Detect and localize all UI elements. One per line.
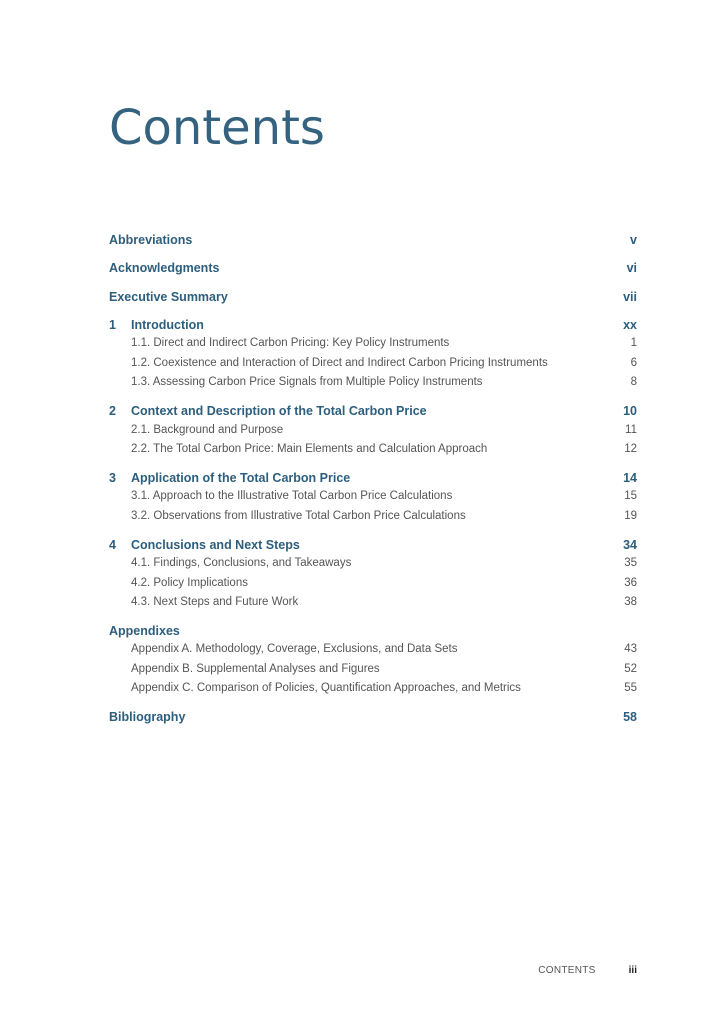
toc-subentry[interactable] [109,640,637,659]
toc-subentry-label: 2.2. The Total Carbon Price: Main Elements and Calculation Approach [131,442,488,455]
toc-chapter-2[interactable] [109,401,637,421]
toc-entry-label: Conclusions and Next Steps [131,537,300,552]
toc-subentry[interactable] [109,574,637,593]
toc-subentry-label: 1.1. Direct and Indirect Carbon Pricing: Key Policy Instruments [131,337,450,350]
toc-subentry-label: Appendix B. Supplemental Analyses and Figures [131,662,380,675]
toc-subentry-page: 15 [624,490,637,503]
toc-subentry-page: 55 [624,682,637,695]
page-footer [538,965,637,976]
toc-subentry[interactable] [109,334,637,353]
toc-subentry[interactable] [109,487,637,506]
toc-entry-abbreviations[interactable] [109,230,637,258]
toc-subentry[interactable] [109,421,637,440]
footer-page-number: iii [628,965,637,976]
toc-subentry-page: 35 [624,557,637,570]
toc-subentry-page: 6 [630,356,637,369]
toc-entry-acknowledgments[interactable] [109,258,637,286]
toc-entry-label: Appendixes [109,623,180,638]
toc-subentry-page: 8 [630,376,637,389]
toc-chapter-1[interactable] [109,315,637,335]
toc-subentry-label: 4.3. Next Steps and Future Work [131,595,299,608]
toc-subentry-page: 43 [624,643,637,656]
toc-entry-label: Abbreviations [109,233,193,247]
toc-subentry-label: 1.3. Assessing Carbon Price Signals from Multiple Policy Instruments [131,376,483,389]
toc-entry-page: 34 [623,537,637,552]
toc-entry-label: Context and Description of the Total Carbon Price [131,404,427,419]
footer-section-label: CONTENTS [538,965,596,976]
toc-subentry[interactable] [109,660,637,679]
page-title: Contents [109,100,325,156]
toc-subentry-page: 12 [624,442,637,455]
table-of-contents [109,230,637,735]
toc-chapter-number: 4 [109,537,116,552]
toc-subentry[interactable] [109,354,637,373]
toc-chapter-number: 3 [109,470,116,485]
toc-subentry-label: Appendix A. Methodology, Coverage, Exclusions, and Data Sets [131,643,458,656]
toc-subentry-label: Appendix C. Comparison of Policies, Quantification Approaches, and Metrics [131,682,521,695]
toc-subentry-page: 36 [624,576,637,589]
toc-subentry-label: 3.2. Observations from Illustrative Total Carbon Price Calculations [131,509,466,522]
toc-subentry[interactable] [109,679,637,698]
toc-entry-page: 58 [623,709,637,724]
toc-entry-page: 10 [623,404,637,419]
toc-subentry-page: 52 [624,662,637,675]
toc-entry-page: vii [623,289,637,304]
toc-entry-label: Acknowledgments [109,261,220,276]
toc-chapter-number: 1 [109,317,116,332]
toc-subentry[interactable] [109,507,637,526]
toc-entry-label: Bibliography [109,709,186,724]
toc-entry-label: Introduction [131,317,204,332]
toc-subentry[interactable] [109,554,637,573]
toc-entry-page: 14 [623,470,637,485]
toc-entry-label: Executive Summary [109,289,228,304]
toc-subentry-page: 11 [625,423,637,436]
toc-chapter-4[interactable] [109,535,637,555]
toc-subentry[interactable] [109,593,637,612]
toc-chapter-number: 2 [109,404,116,419]
toc-subentry-label: 4.1. Findings, Conclusions, and Takeaways [131,557,352,570]
toc-entry-page: vi [626,261,637,276]
toc-subentry-page: 19 [624,509,637,522]
toc-entry-page: v [630,233,637,247]
toc-subentry-label: 3.1. Approach to the Illustrative Total Carbon Price Calculations [131,490,453,503]
toc-entry-page: xx [623,317,637,332]
toc-subentry-label: 4.2. Policy Implications [131,576,248,589]
toc-subentry-label: 1.2. Coexistence and Interaction of Direct and Indirect Carbon Pricing Instruments [131,356,548,369]
toc-chapter-3[interactable] [109,468,637,488]
toc-entry-label: Application of the Total Carbon Price [131,470,351,485]
toc-subentry[interactable] [109,440,637,459]
toc-subentry-page: 1 [630,337,637,350]
toc-subentry-page: 38 [624,595,637,608]
toc-subentry-label: 2.1. Background and Purpose [131,423,284,436]
toc-entry-executive-summary[interactable] [109,287,637,315]
toc-entry-bibliography[interactable] [109,707,637,735]
toc-entry-appendixes[interactable] [109,621,637,641]
toc-subentry[interactable] [109,373,637,392]
